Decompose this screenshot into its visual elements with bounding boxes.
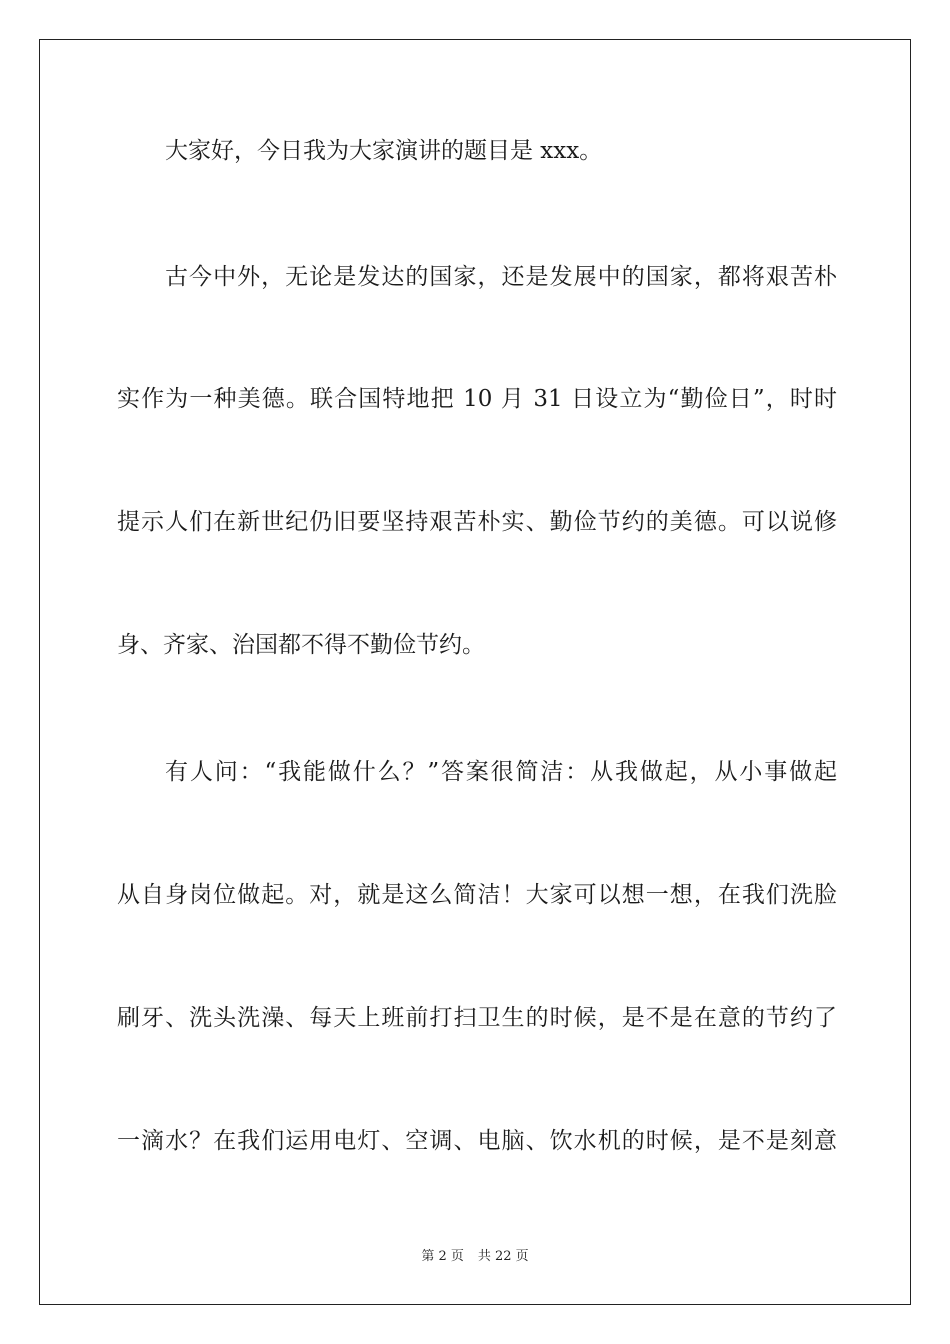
page-total: 共 22 页: [477, 1249, 529, 1264]
paragraph-line: 刷牙、洗头洗澡、每天上班前打扫卫生的时候，是不是在意的节约了: [117, 1005, 837, 1031]
page-frame: [39, 39, 911, 1305]
paragraph-line: 古今中外，无论是发达的国家，还是发展中的国家，都将艰苦朴: [165, 264, 837, 290]
page-footer: [0, 1248, 950, 1266]
paragraph-line: 一滴水？在我们运用电灯、空调、电脑、饮水机的时候，是不是刻意: [117, 1128, 837, 1154]
paragraph-line: 身、齐家、治国都不得不勤俭节约。: [117, 632, 485, 658]
paragraph-line: 实作为一种美德。联合国特地把 10 月 31 日设立为“勤俭日”，时时: [117, 386, 837, 412]
paragraph-line: 大家好，今日我为大家演讲的题目是 xxx。: [165, 138, 603, 164]
paragraph-line: 有人问：“我能做什么？”答案很简洁：从我做起，从小事做起: [165, 759, 837, 785]
paragraph-line: 从自身岗位做起。对，就是这么简洁！大家可以想一想，在我们洗脸: [117, 882, 837, 908]
paragraph-line: 提示人们在新世纪仍旧要坚持艰苦朴实、勤俭节约的美德。可以说修: [117, 509, 837, 535]
page-number: 第 2 页: [421, 1249, 464, 1264]
